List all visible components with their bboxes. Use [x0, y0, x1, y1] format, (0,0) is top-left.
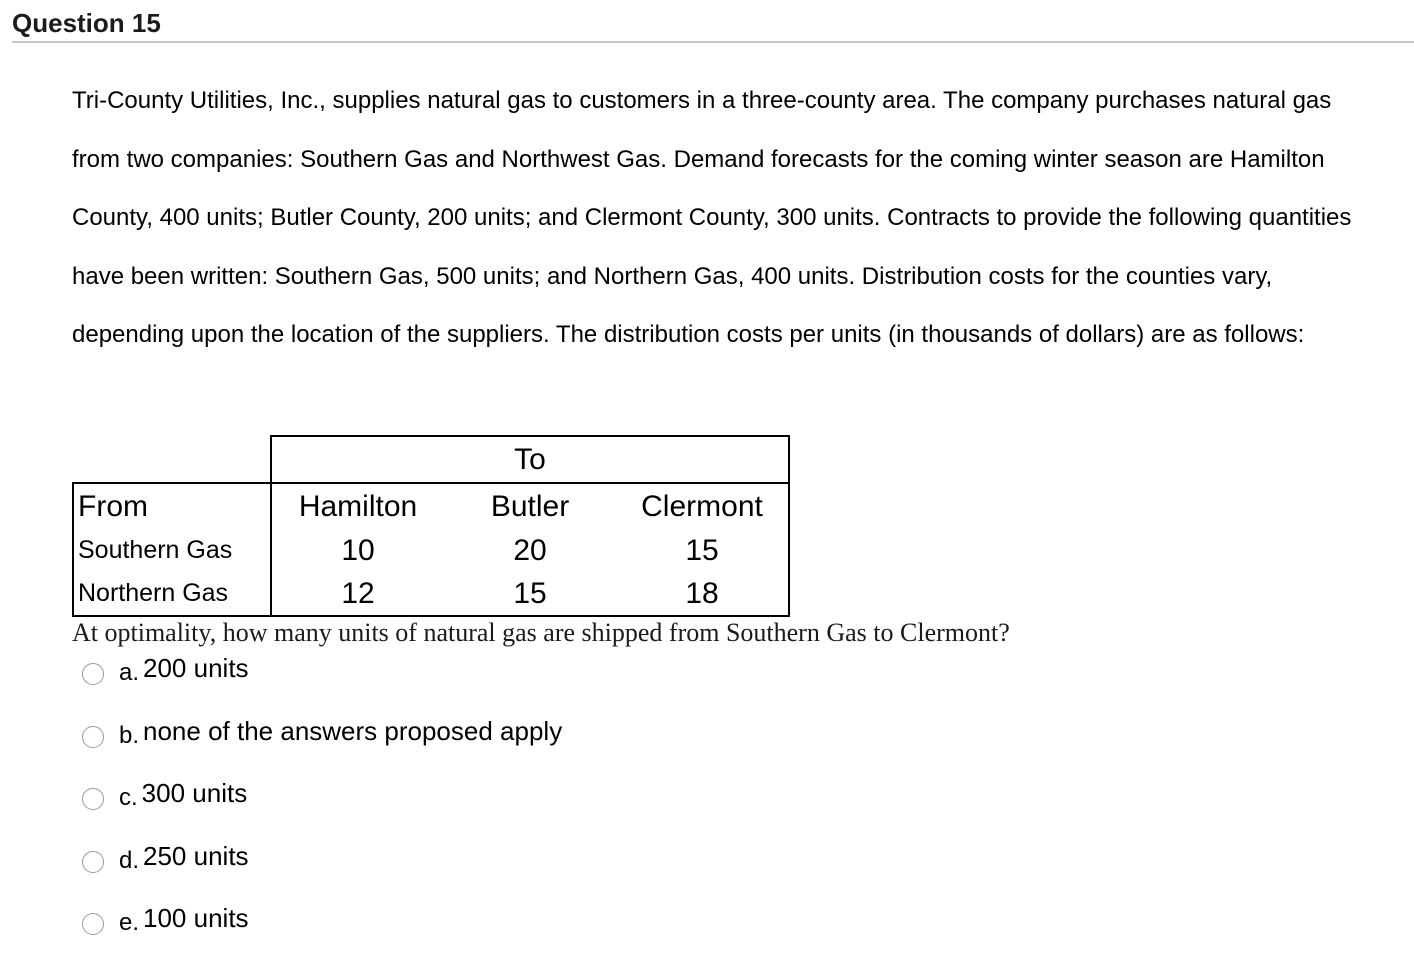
radio-button-d[interactable]	[82, 851, 104, 873]
question-title: Question 15	[12, 8, 161, 38]
column-header-hamilton: Hamilton	[271, 483, 444, 529]
option-text: none of the answers proposed apply	[143, 715, 563, 746]
option-text: 300 units	[141, 777, 248, 808]
option-e[interactable]	[82, 898, 249, 938]
table-cell: 20	[513, 533, 547, 567]
option-a[interactable]	[82, 648, 249, 688]
question-paragraph: Tri-County Utilities, Inc., supplies natural gas to customers in a three-county area. The company purchases natural gas from two companies: Southern Gas and Northwest Gas. Demand forecasts for the coming winter season are Hamilton County, 400 units; Butler County, 200 units; and Clermont County, 300 units. Contracts to provide the following quantities have been written: Southern Gas, 500 units; and Northern Gas, 400 units. Distribution costs for the counties vary, depending upon the location of the suppliers. The distribution costs per units (in thousands of dollars) are as follows:	[72, 87, 1352, 349]
table-from-header: From	[73, 483, 271, 529]
table-cell: 15	[616, 529, 789, 572]
table-corner-empty	[73, 436, 271, 483]
column-header-butler: Butler	[444, 483, 616, 529]
question-prompt: At optimality, how many units of natural gas are shipped from Southern Gas to Clermont?	[72, 618, 1010, 647]
table-cell: 18	[616, 572, 789, 616]
option-c[interactable]	[82, 773, 247, 813]
row-label-northern-gas: Northern Gas	[73, 572, 271, 616]
radio-button-b[interactable]	[82, 726, 104, 748]
table-cell: 10	[271, 529, 444, 572]
option-letter: c.	[119, 784, 138, 811]
option-letter: e.	[119, 909, 140, 936]
radio-button-c[interactable]	[82, 788, 104, 810]
radio-button-a[interactable]	[82, 663, 104, 685]
table-cell: 12	[271, 572, 444, 616]
distribution-cost-table	[72, 435, 790, 617]
table-cell: 15	[444, 572, 616, 616]
radio-button-e[interactable]	[82, 913, 104, 935]
option-b[interactable]	[82, 711, 562, 751]
table-to-header: To	[271, 436, 789, 483]
option-text: 250 units	[143, 840, 249, 871]
option-text: 100 units	[143, 902, 249, 933]
row-label-southern-gas: Southern Gas	[73, 529, 271, 572]
option-letter: d.	[119, 847, 140, 874]
option-text: 200 units	[143, 652, 249, 683]
option-letter: b.	[119, 722, 140, 749]
column-header-clermont: Clermont	[616, 483, 789, 529]
option-d[interactable]	[82, 836, 249, 876]
question-header	[12, 6, 1414, 43]
table-row	[73, 572, 789, 616]
table-row	[73, 529, 789, 572]
option-letter: a.	[119, 659, 140, 686]
